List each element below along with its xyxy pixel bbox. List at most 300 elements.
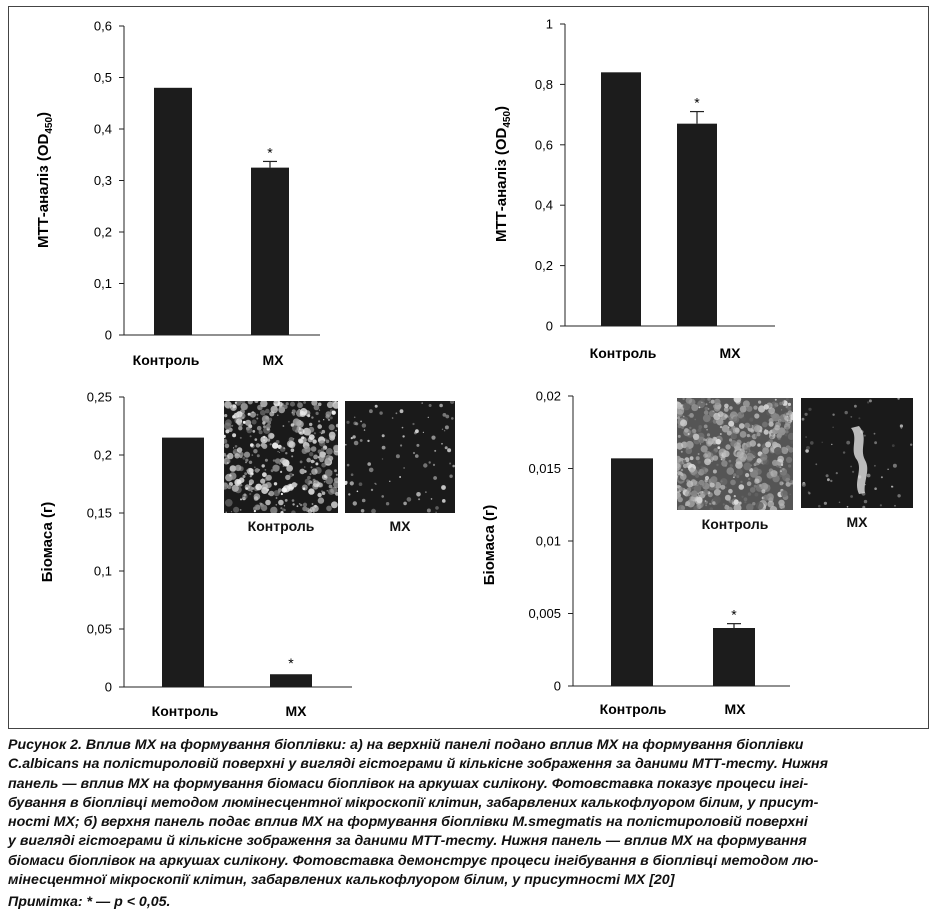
- speckle: [280, 511, 283, 513]
- speckle: [224, 414, 227, 417]
- speckle: [765, 442, 771, 448]
- speckle: [290, 402, 295, 407]
- speckle: [443, 413, 447, 417]
- speckle: [265, 459, 268, 462]
- y-tick-label: 0,1: [93, 563, 112, 579]
- speckle: [252, 420, 257, 425]
- speckle: [736, 451, 743, 458]
- y-tick-label: 0,4: [93, 121, 112, 137]
- speckle: [429, 404, 432, 407]
- speckle: [839, 502, 841, 504]
- chart-a_top: [35, 19, 320, 369]
- speckle: [910, 444, 912, 446]
- speckle: [279, 452, 280, 453]
- caption-line: C.albicans на полістироловій поверхні у вигляді гістограми й кількісне зображення за даними МТТ-тесту. Нижня: [8, 756, 828, 773]
- speckle: [442, 499, 445, 502]
- speckle: [353, 422, 357, 426]
- speckle: [354, 441, 359, 446]
- speckle: [788, 479, 790, 481]
- speckle: [897, 398, 899, 400]
- speckle: [246, 428, 252, 434]
- speckle: [265, 469, 267, 471]
- speckle: [269, 491, 275, 497]
- significance-star: *: [288, 655, 294, 672]
- speckle: [720, 478, 727, 485]
- speckle: [268, 418, 272, 422]
- speckle: [280, 471, 282, 473]
- speckle: [713, 413, 720, 420]
- speckle: [683, 464, 688, 469]
- speckle: [433, 476, 437, 480]
- speckle: [874, 441, 877, 444]
- speckle: [772, 413, 780, 421]
- speckle: [713, 455, 719, 461]
- speckle: [362, 423, 366, 427]
- speckle: [262, 472, 267, 477]
- speckle: [698, 461, 701, 464]
- y-tick-label: 0,01: [535, 533, 561, 549]
- speckle: [720, 433, 722, 435]
- speckle: [396, 454, 400, 458]
- speckle: [699, 480, 706, 487]
- speckle: [710, 476, 717, 483]
- speckle: [681, 469, 683, 471]
- speckle: [774, 425, 780, 431]
- speckle: [323, 419, 324, 420]
- caption-note: Примітка: * — p < 0,05.: [8, 894, 171, 910]
- speckle: [743, 443, 745, 445]
- speckle: [736, 469, 743, 476]
- speckle: [747, 434, 750, 437]
- speckle: [805, 436, 807, 438]
- speckle: [703, 438, 706, 441]
- speckle: [847, 506, 849, 508]
- speckle: [753, 467, 759, 473]
- speckle: [700, 466, 703, 469]
- speckle: [425, 491, 427, 493]
- category-label: Контроль: [599, 701, 667, 717]
- speckle: [319, 440, 325, 446]
- speckle: [441, 443, 443, 445]
- speckle: [412, 423, 414, 425]
- speckle: [265, 477, 269, 481]
- speckle: [716, 439, 722, 445]
- speckle: [815, 463, 817, 465]
- speckle: [733, 473, 736, 476]
- speckle: [278, 401, 280, 403]
- speckle: [724, 407, 729, 412]
- speckle: [269, 433, 274, 438]
- speckle: [331, 501, 338, 508]
- speckle: [321, 490, 323, 492]
- speckle: [744, 501, 746, 503]
- speckle: [707, 398, 710, 401]
- speckle: [786, 398, 789, 401]
- speckle: [754, 479, 759, 484]
- speckle: [381, 495, 384, 498]
- speckle: [832, 414, 834, 416]
- speckle: [318, 420, 320, 422]
- speckle: [680, 473, 687, 480]
- speckle: [311, 446, 317, 452]
- speckle: [318, 403, 322, 407]
- speckle: [689, 413, 694, 418]
- speckle: [382, 446, 386, 450]
- bar-mx: [677, 124, 717, 326]
- speckle: [729, 406, 733, 410]
- speckle: [254, 401, 258, 403]
- speckle: [265, 409, 270, 414]
- speckle: [706, 437, 713, 444]
- y-axis-label: МТТ-аналіз $(OD_{450})$: [35, 111, 55, 249]
- speckle: [285, 499, 288, 502]
- speckle: [332, 411, 336, 415]
- speckle: [445, 425, 449, 429]
- speckle: [714, 399, 721, 406]
- speckle: [756, 502, 764, 510]
- speckle: [354, 417, 356, 419]
- speckle: [733, 416, 740, 423]
- speckle: [326, 440, 330, 444]
- speckle: [788, 433, 793, 440]
- speckle: [313, 455, 318, 460]
- speckle: [433, 464, 435, 466]
- speckle: [254, 493, 261, 500]
- speckle: [297, 402, 303, 408]
- speckle: [781, 447, 787, 453]
- y-tick-label: 0,02: [535, 388, 561, 404]
- category-label: Контроль: [151, 703, 219, 719]
- speckle: [802, 483, 806, 487]
- speckle: [300, 469, 306, 475]
- y-tick-label: 0,005: [528, 606, 561, 621]
- speckle: [240, 437, 242, 439]
- speckle: [706, 429, 708, 431]
- speckle: [351, 473, 354, 476]
- y-tick-label: 0,2: [93, 224, 112, 240]
- speckle: [421, 402, 423, 404]
- speckle: [336, 474, 338, 476]
- speckle: [306, 458, 311, 463]
- speckle: [224, 435, 226, 438]
- speckle: [320, 432, 321, 433]
- speckle: [260, 479, 265, 484]
- speckle: [232, 433, 236, 437]
- speckle: [699, 493, 701, 495]
- speckle: [319, 410, 320, 411]
- speckle: [686, 479, 689, 482]
- speckle: [858, 417, 860, 419]
- y-tick-label: 0,015: [528, 461, 561, 476]
- speckle: [779, 466, 781, 468]
- speckle: [709, 459, 711, 461]
- speckle: [321, 463, 326, 468]
- speckle: [240, 509, 242, 511]
- speckle: [360, 421, 362, 423]
- y-axis-label-subscript: 450: [44, 116, 55, 134]
- speckle: [789, 494, 791, 496]
- speckle: [274, 482, 277, 485]
- speckle: [316, 412, 319, 415]
- significance-star: *: [694, 94, 700, 111]
- speckle: [741, 417, 746, 422]
- speckle: [314, 483, 315, 484]
- speckle: [434, 450, 436, 452]
- speckle: [297, 505, 299, 507]
- speckle: [276, 497, 278, 499]
- speckle: [304, 445, 308, 449]
- speckle: [741, 413, 743, 415]
- speckle: [311, 466, 313, 468]
- speckle: [329, 458, 330, 459]
- speckle: [292, 503, 294, 505]
- speckle: [740, 481, 742, 483]
- speckle: [748, 492, 751, 495]
- speckle: [730, 480, 736, 486]
- speckle: [288, 441, 295, 448]
- speckle: [359, 482, 363, 486]
- speckle: [326, 506, 332, 512]
- speckle: [716, 482, 721, 487]
- speckle: [850, 416, 852, 418]
- speckle: [739, 484, 745, 490]
- caption-line: біомаси біоплівок на аркушах силікону. Фотовставка демонструє процеси інгібування в біоплівці методом лю-: [8, 852, 819, 869]
- speckle: [305, 479, 310, 484]
- speckle: [765, 429, 766, 430]
- speckle: [251, 490, 253, 492]
- speckle: [257, 426, 262, 431]
- speckle: [399, 476, 401, 478]
- bar-mx: [270, 674, 312, 687]
- speckle: [254, 510, 256, 512]
- speckle: [850, 495, 853, 498]
- speckle: [705, 476, 709, 480]
- speckle: [862, 506, 865, 508]
- speckle: [300, 504, 302, 506]
- caption-line: бування в біоплівці методом люмінесцентної мікроскопії клітин, забарвлених калькофлуором білим, у присут-: [8, 794, 819, 811]
- speckle: [301, 436, 304, 439]
- speckle: [286, 402, 289, 405]
- speckle: [369, 468, 374, 473]
- speckle: [757, 432, 761, 436]
- speckle: [869, 399, 872, 402]
- speckle: [843, 451, 845, 453]
- speckle: [431, 498, 433, 500]
- speckle: [854, 405, 857, 408]
- speckle: [256, 443, 260, 447]
- speckle: [312, 439, 316, 443]
- speckle: [686, 447, 689, 450]
- speckle: [699, 407, 701, 409]
- speckle: [255, 438, 258, 441]
- speckle: [286, 465, 293, 472]
- y-tick-label: 0: [104, 679, 112, 695]
- speckle: [802, 418, 805, 421]
- speckle: [275, 410, 277, 412]
- speckle: [767, 472, 774, 479]
- category-label: Контроль: [589, 345, 657, 361]
- speckle: [250, 435, 252, 437]
- speckle: [233, 447, 234, 448]
- speckle: [693, 434, 699, 440]
- speckle: [300, 408, 307, 415]
- speckle: [324, 456, 326, 458]
- speckle: [415, 454, 419, 458]
- speckle: [329, 435, 335, 441]
- speckle: [224, 439, 227, 444]
- speckle: [375, 405, 378, 408]
- speckle: [688, 433, 690, 435]
- speckle: [782, 482, 784, 484]
- speckle: [696, 456, 700, 460]
- figure-caption: [8, 736, 932, 890]
- speckle: [250, 412, 256, 418]
- speckle: [830, 480, 832, 482]
- speckle: [754, 413, 759, 418]
- speckle: [367, 462, 371, 466]
- speckle: [423, 432, 424, 433]
- speckle: [427, 509, 431, 513]
- speckle: [874, 487, 877, 490]
- speckle: [325, 414, 329, 418]
- speckle: [850, 466, 852, 468]
- speckle: [777, 437, 780, 440]
- speckle: [292, 474, 294, 476]
- speckle: [228, 485, 231, 488]
- speckle: [752, 502, 755, 505]
- speckle: [788, 464, 791, 467]
- speckle: [730, 440, 737, 447]
- speckle: [444, 430, 445, 431]
- speckle: [261, 443, 266, 448]
- speckle: [745, 451, 747, 453]
- speckle: [282, 487, 287, 492]
- speckle: [389, 481, 390, 482]
- speckle: [714, 489, 721, 496]
- speckle: [678, 435, 681, 438]
- speckle: [781, 490, 788, 497]
- caption-line: Рисунок 2. Вплив МХ на формування біоплівки: а) на верхній панелі подано вплив МХ на формування біоплівки: [8, 737, 804, 753]
- speckle: [347, 464, 350, 467]
- speckle: [447, 448, 451, 452]
- speckle: [253, 507, 257, 511]
- inset-label-a-mx: МХ: [389, 518, 411, 534]
- speckle: [788, 403, 791, 406]
- speckle: [744, 423, 750, 429]
- inset-photo-b-control: [677, 398, 793, 510]
- speckle: [740, 406, 747, 413]
- speckle: [225, 474, 233, 482]
- speckle: [328, 489, 334, 495]
- y-tick-label: 0,8: [534, 76, 553, 92]
- speckle: [864, 500, 867, 503]
- speckle: [386, 502, 389, 505]
- speckle: [867, 474, 871, 478]
- speckle: [325, 455, 331, 461]
- speckle: [234, 453, 239, 458]
- speckle: [335, 430, 337, 432]
- speckle: [280, 458, 286, 464]
- speckle: [764, 430, 769, 435]
- y-tick-label: 0,5: [93, 70, 112, 85]
- caption-line: панель — вплив МХ на формування біомаси біоплівок на аркушах силікону. Фотовставка показує процеси інгі-: [8, 775, 809, 792]
- category-label: МХ: [719, 345, 741, 361]
- speckle: [750, 487, 756, 493]
- speckle: [298, 401, 299, 402]
- y-tick-label: 0,4: [534, 197, 553, 213]
- speckle: [805, 413, 808, 416]
- speckle: [402, 427, 404, 429]
- speckle: [283, 425, 285, 427]
- speckle: [450, 401, 454, 404]
- speckle: [259, 430, 263, 434]
- inset-photo-a-control: [224, 401, 338, 513]
- speckle: [867, 401, 869, 403]
- speckle: [416, 444, 419, 447]
- speckle: [727, 467, 735, 475]
- speckle: [392, 417, 394, 419]
- speckle: [260, 503, 262, 505]
- speckle: [303, 503, 307, 507]
- speckle: [288, 421, 290, 423]
- speckle: [371, 489, 373, 491]
- speckle: [892, 444, 895, 447]
- y-axis-label: МТТ-аналіз $(OD_{450})$: [493, 105, 513, 243]
- speckle: [242, 494, 248, 500]
- speckle: [781, 409, 782, 410]
- speckle: [709, 401, 711, 403]
- speckle: [435, 506, 439, 510]
- speckle: [319, 458, 323, 462]
- speckle: [729, 460, 732, 463]
- speckle: [785, 476, 787, 478]
- speckle: [291, 455, 293, 457]
- inset-label-b-mx: МХ: [846, 514, 868, 530]
- speckle: [705, 500, 707, 502]
- speckle: [244, 472, 247, 475]
- speckle: [321, 448, 325, 452]
- speckle: [254, 467, 255, 468]
- speckle: [275, 458, 281, 464]
- speckle: [727, 506, 729, 508]
- speckle: [772, 460, 778, 466]
- speckle: [250, 443, 254, 447]
- speckle: [695, 463, 696, 464]
- speckle: [704, 451, 711, 458]
- speckle: [874, 433, 876, 435]
- speckle: [714, 406, 720, 412]
- speckle: [352, 435, 355, 438]
- speckle: [240, 484, 242, 486]
- y-tick-label: 0: [104, 327, 112, 343]
- speckle: [243, 475, 246, 478]
- y-tick-label: 0,3: [93, 173, 112, 188]
- speckle: [822, 442, 823, 443]
- speckle: [808, 491, 810, 493]
- speckle: [703, 490, 708, 495]
- speckle: [281, 493, 283, 495]
- speckle: [893, 464, 897, 468]
- inset-photo-a-mx: [345, 401, 455, 513]
- speckle: [253, 449, 257, 453]
- speckle: [329, 424, 335, 430]
- speckle: [249, 479, 254, 484]
- speckle: [887, 469, 888, 470]
- speckle: [690, 456, 694, 460]
- speckle: [233, 507, 239, 513]
- speckle: [231, 511, 232, 512]
- speckle: [327, 490, 329, 492]
